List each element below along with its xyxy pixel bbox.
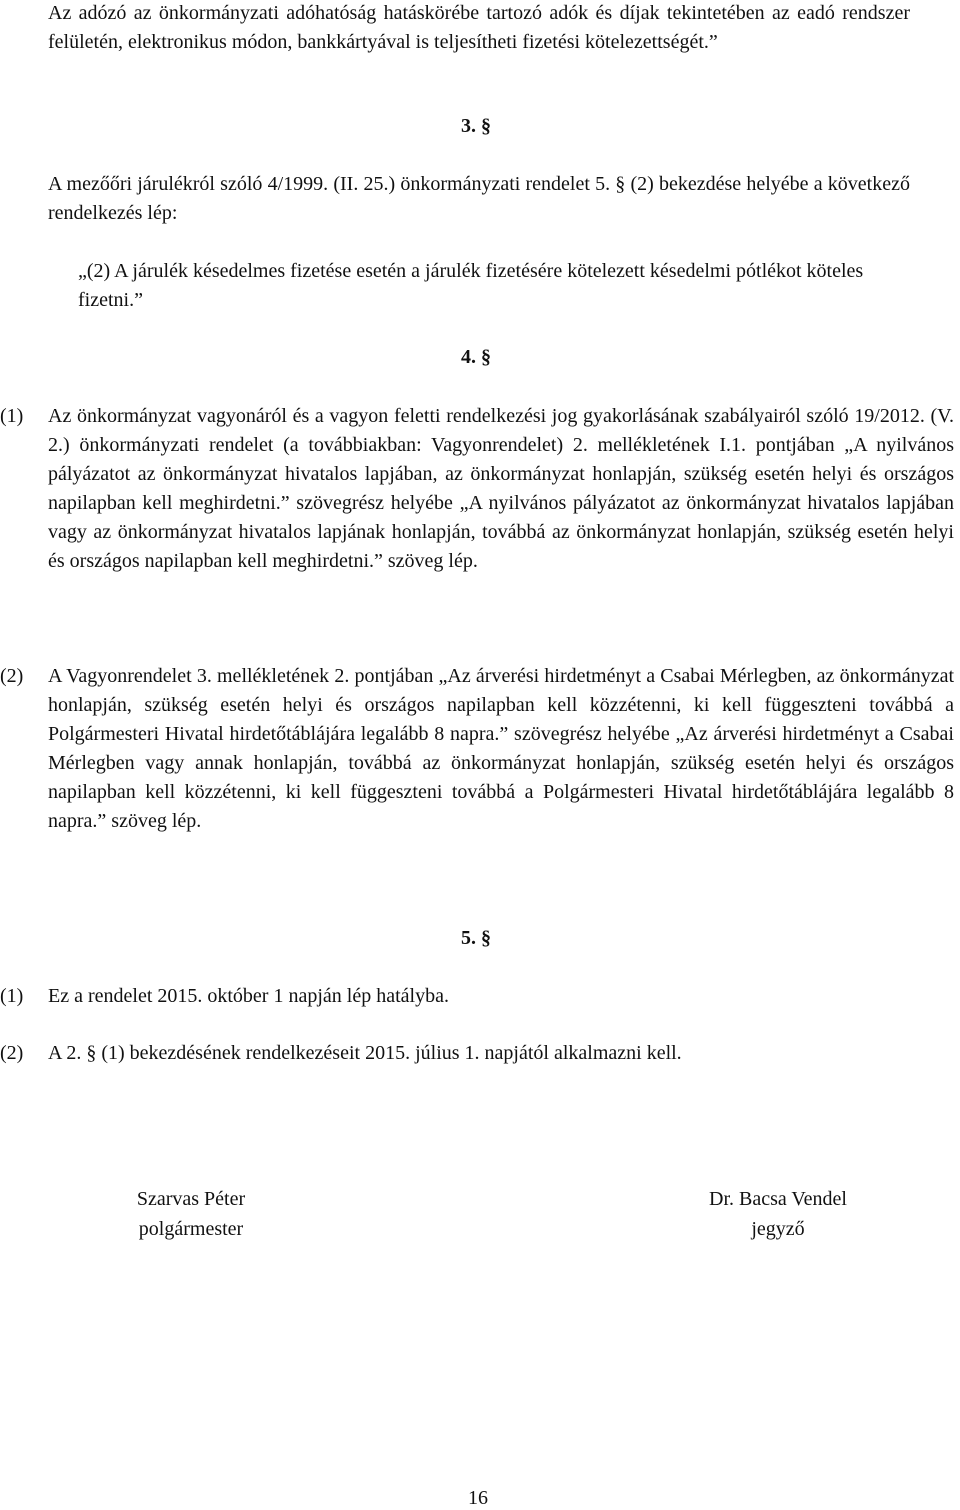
paragraph-text: Ez a rendelet 2015. október 1 napján lép hatályba. [48,985,449,1007]
section-4-paragraph-1 [0,402,954,576]
paragraph-number: (1) [0,985,24,1007]
section-5-heading: 5. § [461,927,491,949]
section-4-heading: 4. § [461,346,491,368]
intro-paragraph: Az adózó az önkormányzati adóhatóság hatáskörébe tartozó adók és díjak tekintetében az eadó rendszer felületén, elektronikus módon, bankkártyával is teljesítheti fizetési kötelezettségét.” [48,2,910,53]
section-3-heading: 3. § [461,115,491,137]
paragraph-number: (1) [0,405,24,427]
signatory-title: polgármester [138,1218,244,1240]
paragraph-text: A 2. § (1) bekezdésének rendelkezéseit 2015. július 1. napjától alkalmazni kell. [48,1042,682,1064]
signatory-title: jegyző [751,1218,805,1240]
section-3-quote: „(2) A járulék késedelmes fizetése esetén a járulék fizetésére kötelezett késedelmi pótlékot köteles fizetni.” [78,260,864,311]
paragraph-number: (2) [0,665,24,687]
paragraph-text: A Vagyonrendelet 3. mellékletének 2. pontjában „Az árverési hirdetményt a Csabai Mérlegben, az önkormányzat honlapján, szükség esetén helyi és országos napilapban kell közzétenni, ki kell függeszteni továbbá a Polgármesteri Hivatal hirdetőtáblájára legalább 8 napra.” szövegrész helyébe „Az árverési hirdetményt a Csabai Mérlegben vagy annak honlapján, továbbá az önkormányzat honlapján, szükség esetén helyi és országos napilapban kell közzétenni, ki kell függeszteni továbbá a Polgármesteri Hivatal hirdetőtáblájára legalább 8 napra.” szöveg lép. [48,665,954,832]
section-5-paragraph-1 [0,982,449,1011]
section-4-paragraph-2 [0,662,954,836]
signature-right [672,1184,884,1244]
page-number: 16 [468,1487,488,1509]
section-5-paragraph-2 [0,1039,682,1068]
paragraph-text: Az önkormányzat vagyonáról és a vagyon feletti rendelkezési jog gyakorlásának szabályairól szóló 19/2012. (V. 2.) önkormányzati rendelet (a továbbiakban: Vagyonrendelet) 2. mellékletének I.1. pontjában „A nyilvános pályázatot az önkormányzat hivatalos lapjában, az önkormányzat honlapján, szükség esetén helyi és országos napilapban kell meghirdetni.” szövegrész helyébe „A nyilvános pályázatot az önkormányzat hivatalos lapjában vagy az önkormányzat hivatalos lapjának honlapján, továbbá az önkormányzat honlapján, szükség esetén helyi és országos napilapban kell meghirdetni.” szöveg lép. [48,405,954,572]
signatory-name: Dr. Bacsa Vendel [709,1188,847,1210]
signature-left [100,1184,282,1244]
signatory-name: Szarvas Péter [136,1188,246,1210]
paragraph-number: (2) [0,1042,24,1064]
section-3-text: A mezőőri járulékról szóló 4/1999. (II. 25.) önkormányzati rendelet 5. § (2) bekezdése helyébe a következő rendelkezés lép: [48,173,910,224]
